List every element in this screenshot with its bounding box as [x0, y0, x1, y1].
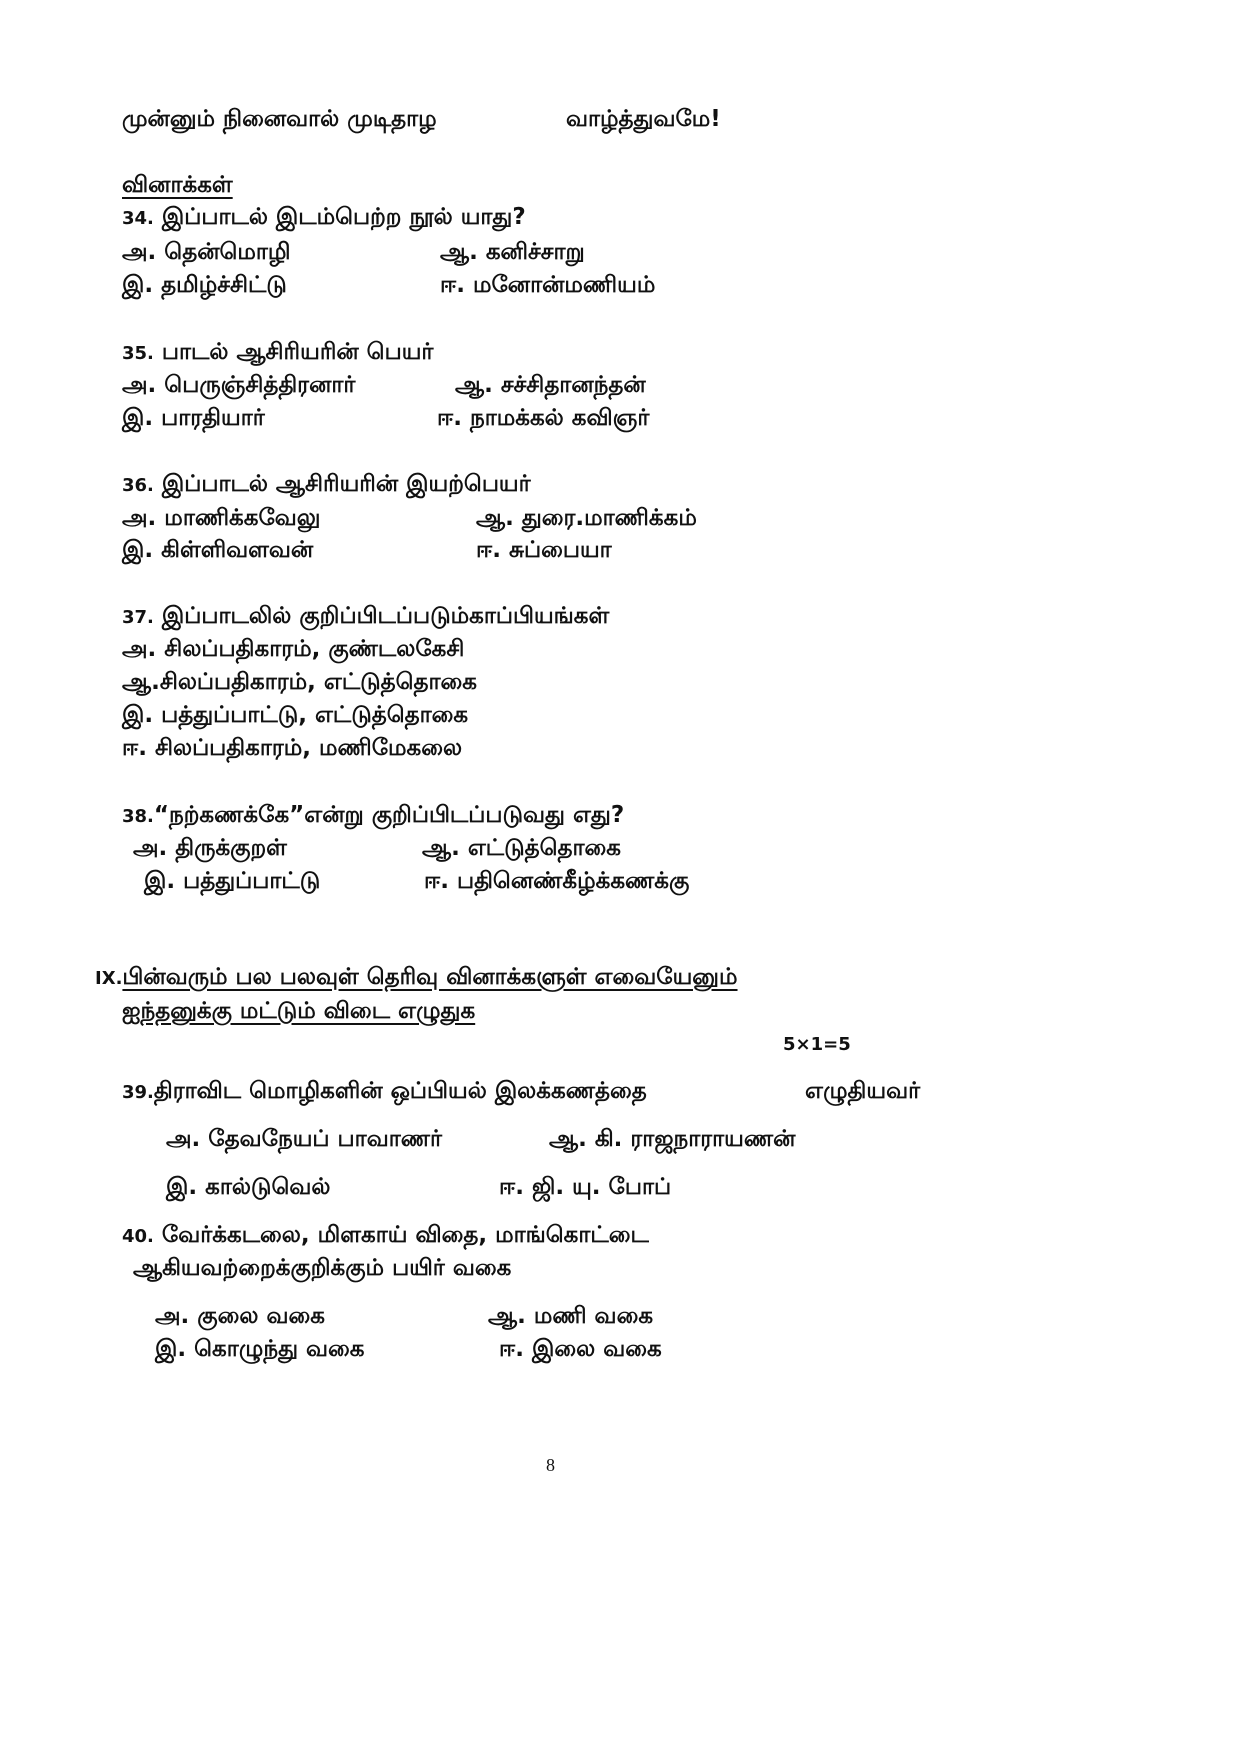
question-40-stem [122, 1220, 649, 1252]
option-i: இ. கொழுந்து வகை [155, 1336, 365, 1362]
option-a: அ. சிலப்பதிகாரம், குண்டலகேசி [122, 636, 465, 662]
question-number: 34. [122, 208, 154, 229]
section-number: IX. [95, 968, 123, 989]
question-number: 37. [122, 607, 154, 628]
option-a: அ. தென்மொழி [122, 239, 291, 265]
option-aa: ஆ. கனிச்சாறு [440, 239, 585, 265]
option-aa: ஆ. கி. ராஜநாராயணன் [549, 1126, 796, 1152]
question-number: 35. [122, 343, 154, 364]
option-ii: ஈ. மனோன்மணியம் [440, 272, 656, 298]
poem-line-left: முன்னும் நினைவால் முடிதாழ [122, 106, 437, 132]
question-text: இப்பாடல் ஆசிரியரின் இயற்பெயர் [161, 471, 531, 497]
option-ii: ஈ. பதினெண்கீழ்க்கணக்கு [424, 868, 690, 894]
option-ii: ஈ. இலை வகை [499, 1336, 662, 1362]
option-ii: ஈ. ஜி. யு. போப் [499, 1174, 672, 1200]
question-39-stem [122, 1076, 647, 1108]
option-aa: ஆ. சச்சிதானந்தன் [455, 372, 646, 398]
question-text: இப்பாடலில் குறிப்பிடப்படும்காப்பியங்கள் [161, 603, 610, 629]
option-i: இ. தமிழ்ச்சிட்டு [122, 272, 287, 298]
section-ix-line1 [95, 962, 738, 994]
question-number: 38. [122, 806, 154, 827]
option-a: அ. குலை வகை [155, 1303, 325, 1329]
question-text: இப்பாடல் இடம்பெற்ற நூல் யாது? [161, 204, 526, 230]
question-text: “நற்கணக்கே”என்று குறிப்பிடப்படுவது எது? [153, 802, 625, 828]
question-37-stem [122, 601, 609, 633]
option-aa: ஆ. துரை.மாணிக்கம் [476, 505, 697, 531]
option-aa: ஆ. மணி வகை [488, 1303, 654, 1329]
marks-label: 5×1=5 [783, 1034, 851, 1055]
question-number: 40. [122, 1226, 154, 1247]
question-40-stem-line2: ஆகியவற்றைக்குறிக்கும் பயிர் வகை [133, 1255, 512, 1281]
page-number: 8 [546, 1455, 555, 1475]
option-i: இ. கிள்ளிவளவன் [122, 537, 314, 563]
question-38-stem [122, 800, 624, 832]
question-number: 36. [122, 475, 154, 496]
option-a: அ. பெருஞ்சித்திரனார் [122, 372, 356, 398]
question-text: வேர்க்கடலை, மிளகாய் விதை, மாங்கொட்டை [161, 1222, 649, 1248]
question-35-stem [122, 337, 433, 369]
poem-line-right: வாழ்த்துவமே! [566, 106, 721, 132]
option-a: அ. மாணிக்கவேலு [122, 505, 321, 531]
questions-heading: வினாக்கள் [122, 172, 233, 198]
section-ix-line2: ஐந்தனுக்கு மட்டும் விடை எழுதுக [122, 998, 476, 1024]
question-36-stem [122, 469, 531, 501]
question-39-stem-end: எழுதியவர் [805, 1078, 921, 1104]
option-aa: ஆ.சிலப்பதிகாரம், எட்டுத்தொகை [122, 669, 478, 695]
question-text: பாடல் ஆசிரியரின் பெயர் [161, 339, 434, 365]
option-aa: ஆ. எட்டுத்தொகை [422, 835, 621, 861]
option-i: இ. பாரதியார் [122, 405, 265, 431]
option-i: இ. கால்டுவெல் [166, 1174, 331, 1200]
option-ii: ஈ. நாமக்கல் கவிஞர் [437, 405, 650, 431]
question-34-stem [122, 202, 526, 234]
option-i: இ. பத்துப்பாட்டு, எட்டுத்தொகை [122, 702, 469, 728]
option-ii: ஈ. சிலப்பதிகாரம், மணிமேகலை [122, 735, 463, 761]
question-number: 39. [122, 1082, 154, 1103]
section-instruction: பின்வரும் பல பலவுள் தெரிவு வினாக்களுள் எவையேனும் [122, 964, 738, 990]
option-ii: ஈ. சுப்பையா [476, 537, 612, 563]
question-text: திராவிட மொழிகளின் ஒப்பியல் இலக்கணத்தை [153, 1078, 647, 1104]
option-a: அ. தேவநேயப் பாவாணர் [166, 1126, 442, 1152]
option-a: அ. திருக்குறள் [133, 835, 287, 861]
option-i: இ. பத்துப்பாட்டு [144, 868, 321, 894]
